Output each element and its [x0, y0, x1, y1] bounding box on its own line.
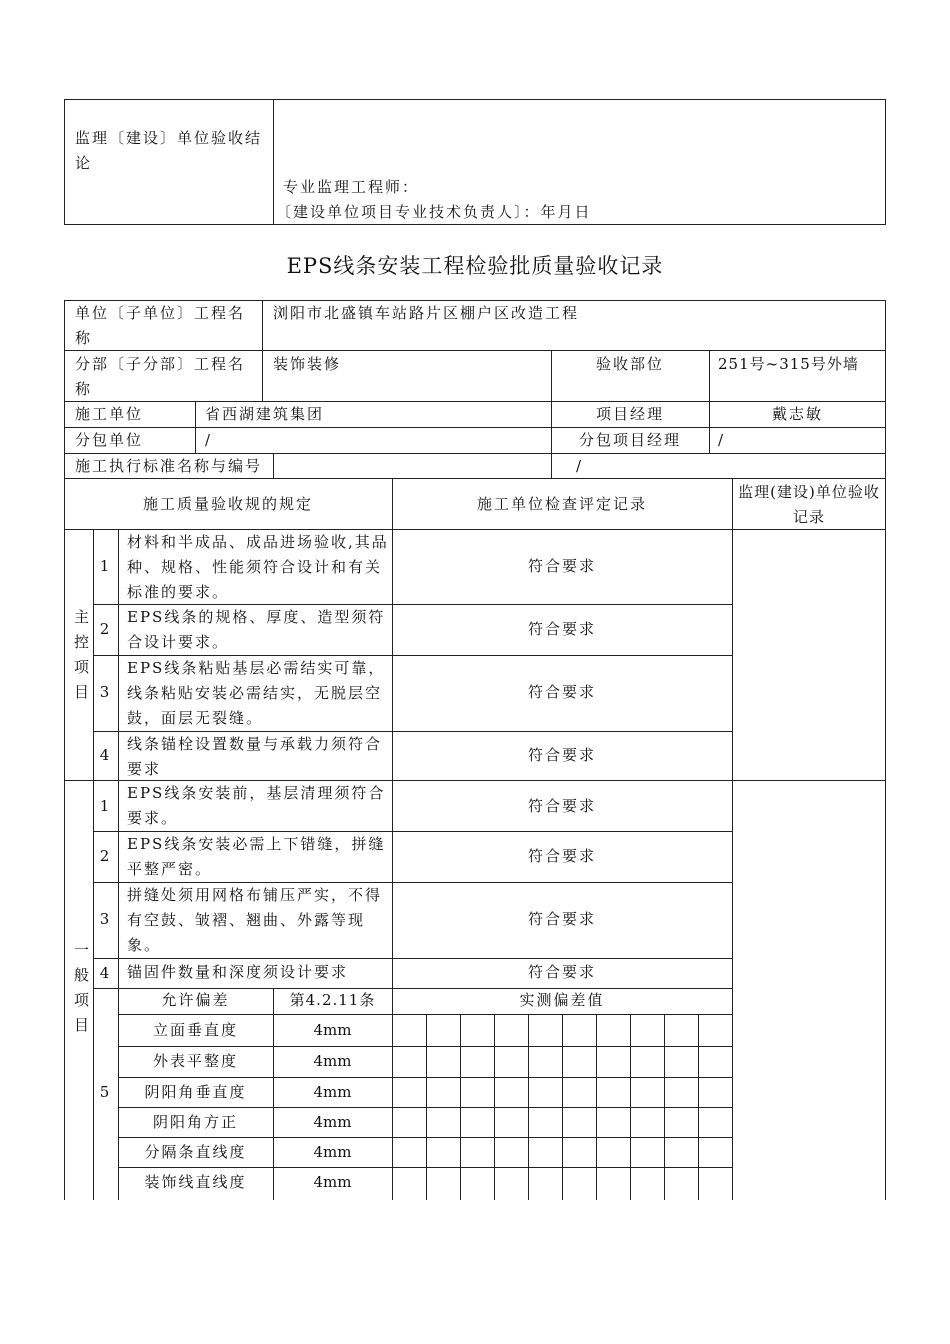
main-item-number: 3	[99, 683, 112, 701]
standard-label: 施工执行标准名称与编号	[75, 457, 263, 475]
main-item-text: EPS线条粘贴基层必需结实可靠，线条粘贴安装必需结实，无脱层空鼓，面层无裂缝。	[127, 659, 386, 727]
divider	[118, 1077, 732, 1078]
sub-project-manager-label: 分包项目经理	[578, 431, 681, 449]
tolerance-row-value: 4mm	[313, 1052, 352, 1070]
tolerance-row-value: 4mm	[313, 1173, 352, 1191]
divider	[118, 1014, 732, 1015]
main-item-result: 符合要求	[527, 746, 596, 764]
divider	[262, 300, 263, 401]
project-manager-value: 戴志敏	[771, 405, 823, 423]
divider	[732, 478, 733, 1200]
main-item-text: 线条锚栓设置数量与承载力须符合要求	[127, 735, 383, 778]
divider	[118, 1107, 732, 1108]
supervision-column-header: 监理(建设)单位验收记录	[738, 483, 880, 526]
contractor-label: 施工单位	[75, 405, 144, 423]
tolerance-row-value: 4mm	[313, 1113, 352, 1131]
main-item-result: 符合要求	[527, 557, 596, 575]
sub-project-manager-value: /	[718, 431, 726, 449]
tolerance-row-value: 4mm	[313, 1143, 352, 1161]
sub-project-value: 装饰装修	[273, 355, 342, 373]
sub-project-label: 分部〔子分部〕工程名称	[75, 355, 246, 398]
divider	[630, 1014, 631, 1200]
general-item-result: 符合要求	[527, 963, 596, 981]
main-item-text: EPS线条的规格、厚度、造型须符合设计要求。	[127, 608, 386, 651]
divider	[118, 1046, 732, 1047]
tolerance-row-name: 立面垂直度	[152, 1021, 238, 1039]
tolerance-header-clause: 第4.2.11条	[289, 991, 376, 1009]
main-item-text: 材料和半成品、成品进场验收,其品种、规格、性能须符合设计和有关标准的要求。	[127, 533, 389, 601]
general-item-number: 5	[99, 1083, 112, 1101]
general-item-text: 锚固件数量和深度须设计要求	[127, 963, 349, 981]
main-item-number: 2	[99, 620, 112, 638]
divider	[494, 1014, 495, 1200]
tolerance-row-name: 阴阳角方正	[152, 1113, 238, 1131]
divider	[664, 1014, 665, 1200]
project-manager-label: 项目经理	[595, 405, 664, 423]
subcontractor-label: 分包单位	[75, 431, 144, 449]
tolerance-row-value: 4mm	[313, 1083, 352, 1101]
divider	[460, 1014, 461, 1200]
tolerance-row-name: 装饰线直线度	[144, 1173, 247, 1191]
tolerance-header-measured: 实测偏差值	[519, 991, 605, 1009]
tolerance-row-value: 4mm	[313, 1021, 352, 1039]
record-column-header: 施工单位检查评定记录	[476, 495, 647, 513]
general-item-number: 3	[99, 910, 112, 928]
unit-project-label: 单位〔子单位〕工程名称	[75, 304, 246, 347]
spec-column-header: 施工质量验收规的规定	[142, 495, 313, 513]
main-items-label: 主控项目	[73, 608, 91, 701]
acceptance-part-value: 251号~315号外墙	[718, 355, 859, 373]
tolerance-row-name: 阴阳角垂直度	[144, 1083, 247, 1101]
owner-representative-label: 〔建设单位项目专业技术负责人〕：年月日	[276, 203, 592, 221]
divider	[273, 99, 274, 225]
acceptance-part-label: 验收部位	[595, 355, 664, 373]
divider	[698, 1014, 699, 1200]
general-item-result: 符合要求	[527, 797, 596, 815]
general-item-result: 符合要求	[527, 847, 596, 865]
subcontractor-value: /	[205, 431, 213, 449]
divider	[596, 1014, 597, 1200]
contractor-value: 省西湖建筑集团	[205, 405, 325, 423]
supervision-engineer-label: 专业监理工程师：	[283, 178, 420, 196]
general-item-text: EPS线条安装前，基层清理须符合要求。	[127, 784, 386, 827]
divider	[528, 1014, 529, 1200]
divider	[118, 1167, 732, 1168]
divider	[426, 1014, 427, 1200]
standard-value: /	[575, 457, 584, 475]
main-item-number: 4	[99, 746, 112, 764]
general-item-number: 1	[99, 797, 112, 815]
unit-project-value: 浏阳市北盛镇车站路片区棚户区改造工程	[273, 304, 580, 322]
general-item-text: EPS线条安装必需上下错缝，拼缝平整严密。	[127, 835, 386, 878]
main-item-result: 符合要求	[527, 683, 596, 701]
page-title: EPS线条安装工程检验批质量验收记录	[286, 254, 664, 278]
divider	[392, 478, 393, 1200]
main-item-number: 1	[99, 557, 112, 575]
divider	[93, 958, 732, 959]
tolerance-row-name: 分隔条直线度	[144, 1143, 247, 1161]
general-item-result: 符合要求	[527, 910, 596, 928]
divider	[562, 1014, 563, 1200]
main-item-result: 符合要求	[527, 620, 596, 638]
general-item-number: 4	[99, 964, 112, 982]
general-items-label: 一般项目	[73, 941, 91, 1034]
supervision-conclusion-label: 监理〔建设〕单位验收结论	[75, 129, 263, 172]
divider	[195, 401, 196, 453]
tolerance-header-label: 允许偏差	[161, 991, 230, 1009]
general-item-text: 拼缝处须用网格布铺压严实，不得有空鼓、皱褶、翘曲、外露等现象。	[127, 886, 383, 954]
divider	[118, 1137, 732, 1138]
general-item-number: 2	[99, 847, 112, 865]
divider	[64, 427, 886, 428]
tolerance-row-name: 外表平整度	[152, 1052, 238, 1070]
